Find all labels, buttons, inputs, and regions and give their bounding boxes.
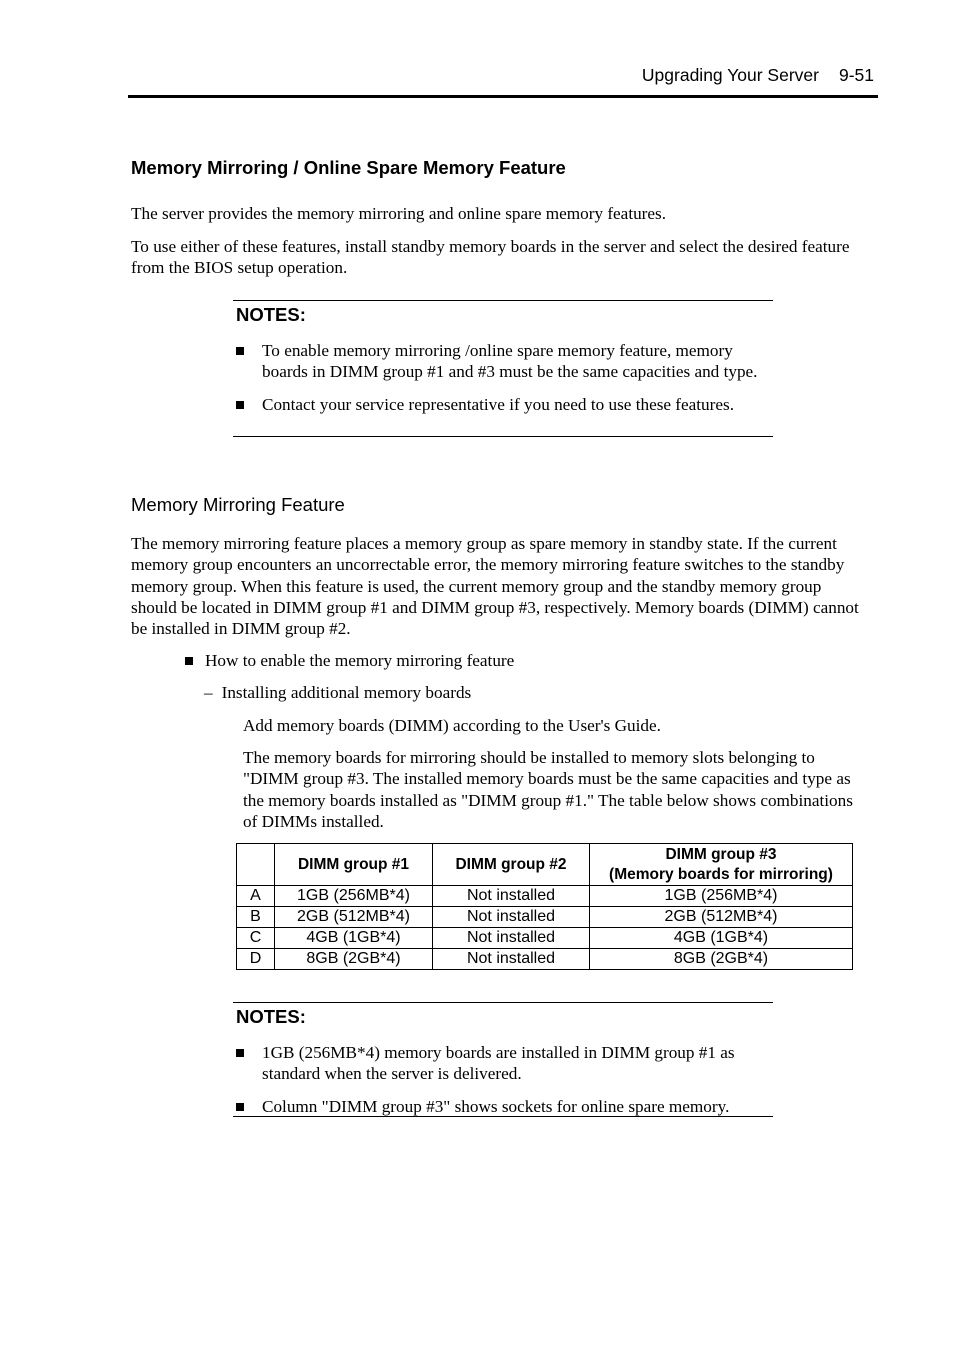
table-header-cell [590, 844, 853, 886]
table-cell: 2GB (512MB*4) [275, 907, 433, 928]
section-heading: Memory Mirroring / Online Spare Memory Feature [131, 157, 566, 178]
table-row [237, 886, 853, 907]
notes-box-1 [233, 300, 773, 437]
note-item [233, 394, 773, 415]
table-row [237, 928, 853, 949]
table-cell: Not installed [433, 949, 590, 970]
table-cell: 4GB (1GB*4) [590, 928, 853, 949]
table-header-cell: DIMM group #2 [433, 844, 590, 886]
table-header-cell: DIMM group #1 [275, 844, 433, 886]
header-line: DIMM group #3 [665, 845, 777, 863]
table-cell: A [237, 886, 275, 907]
square-bullet-icon [236, 1049, 244, 1057]
square-bullet-icon [185, 657, 193, 665]
intro-paragraph-2: To use either of these features, install standby memory boards in the server and select the desired feature from the BIOS setup operation. [131, 237, 850, 278]
table-cell: 8GB (2GB*4) [590, 949, 853, 970]
table-cell: 4GB (1GB*4) [275, 928, 433, 949]
table-cell: 1GB (256MB*4) [275, 886, 433, 907]
note-item [233, 1096, 773, 1117]
boards-paragraph: The memory boards for mirroring should be installed to memory slots belonging to "DIMM group #3. The installed memory boards must be the same capacities and type as the memory boards installed as "DIMM group #1." The table below shows combinations of DIMMs installed. [243, 748, 853, 831]
square-bullet-icon [236, 347, 244, 355]
howto-item [183, 650, 514, 671]
note-text: To enable memory mirroring /online spare memory feature, memory boards in DIMM group #1 and #3 must be the same capacities and type. [262, 341, 758, 382]
table-cell: Not installed [433, 907, 590, 928]
dash-marker: – [204, 683, 213, 702]
notes-title: NOTES: [236, 304, 306, 325]
mirroring-paragraph: The memory mirroring feature places a memory group as spare memory in standby state. If the current memory group encounters an uncorrectable error, the memory mirroring feature switches to the standby memory group. When this feature is used, the current memory group and the standby memory group should be located in DIMM group #1 and DIMM group #3, respectively. Memory boards (DIMM) cannot be installed in DIMM group #2. [131, 534, 859, 639]
note-text: 1GB (256MB*4) memory boards are installed in DIMM group #1 as standard when the server is delivered. [262, 1043, 735, 1084]
dash-item-text: Installing additional memory boards [221, 683, 472, 702]
table-cell: 1GB (256MB*4) [590, 886, 853, 907]
table-row [237, 907, 853, 928]
intro-paragraph-1: The server provides the memory mirroring and online spare memory features. [131, 204, 667, 223]
page-number: 9-51 [838, 65, 874, 85]
table-cell: Not installed [433, 928, 590, 949]
header-line: (Memory boards for mirroring) [609, 865, 833, 883]
table-header-cell [237, 844, 275, 886]
table-header-row [237, 844, 853, 886]
table-cell: 2GB (512MB*4) [590, 907, 853, 928]
howto-text: How to enable the memory mirroring feature [205, 651, 515, 670]
table-cell: Not installed [433, 886, 590, 907]
note-text: Contact your service representative if you need to use these features. [262, 394, 734, 414]
square-bullet-icon [236, 1103, 244, 1111]
notes-box-2 [233, 1002, 773, 1117]
note-text: Column "DIMM group #3" shows sockets for online spare memory. [262, 1096, 730, 1116]
table-cell: C [237, 928, 275, 949]
note-item [233, 1042, 762, 1085]
square-bullet-icon [236, 401, 244, 409]
table-row [237, 949, 853, 970]
subsection-heading: Memory Mirroring Feature [131, 494, 345, 515]
table-cell: D [237, 949, 275, 970]
header-rule [128, 95, 878, 98]
dash-item [204, 682, 471, 703]
note-item [233, 340, 772, 383]
running-header [642, 65, 874, 86]
add-boards-paragraph: Add memory boards (DIMM) according to the User's Guide. [243, 716, 661, 735]
table-cell: B [237, 907, 275, 928]
notes-title: NOTES: [236, 1006, 306, 1027]
dimm-combination-table [236, 843, 853, 970]
table-cell: 8GB (2GB*4) [275, 949, 433, 970]
header-section-title: Upgrading Your Server [641, 65, 819, 85]
